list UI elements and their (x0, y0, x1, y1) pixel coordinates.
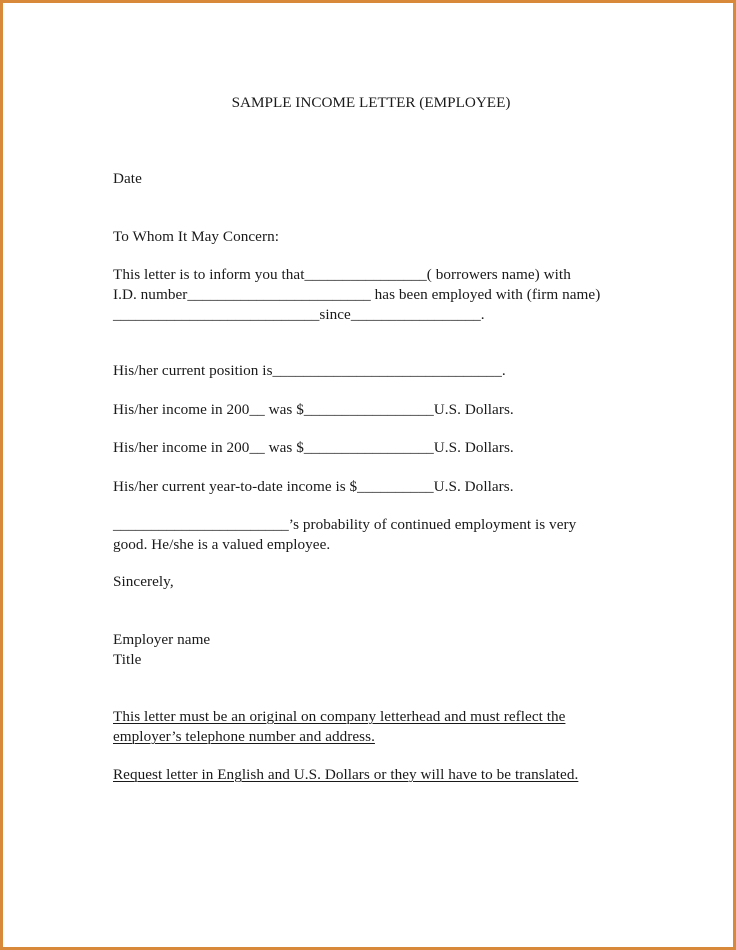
income-line-1: His/her income in 200__ was $_________________U.S. Dollars. (113, 401, 514, 418)
note-line-1: This letter must be an original on company letterhead and must reflect the (113, 708, 566, 725)
signature-title: Title (113, 651, 142, 668)
intro-line-2: I.D. number________________________ has been employed with (firm name) (113, 286, 601, 303)
ytd-income-line: His/her current year-to-date income is $__________U.S. Dollars. (113, 478, 514, 495)
intro-line-1: This letter is to inform you that________________( borrowers name) with (113, 266, 571, 283)
salutation: To Whom It May Concern: (113, 228, 279, 245)
document-title: SAMPLE INCOME LETTER (EMPLOYEE) (231, 94, 511, 111)
probability-line-1: _______________________’s probability of continued employment is very (113, 516, 577, 533)
income-line-2: His/her income in 200__ was $_________________U.S. Dollars. (113, 439, 514, 456)
intro-line-3: ___________________________since_________________. (113, 306, 485, 323)
position-line: His/her current position is______________________________. (113, 362, 506, 379)
signature-name: Employer name (113, 631, 211, 648)
note-line-2: employer’s telephone number and address. (113, 728, 375, 745)
probability-line-2: good. He/she is a valued employee. (113, 536, 331, 553)
closing: Sincerely, (113, 573, 174, 590)
request-line: Request letter in English and U.S. Dollars or they will have to be translated. (113, 766, 579, 783)
date-label: Date (113, 170, 142, 187)
